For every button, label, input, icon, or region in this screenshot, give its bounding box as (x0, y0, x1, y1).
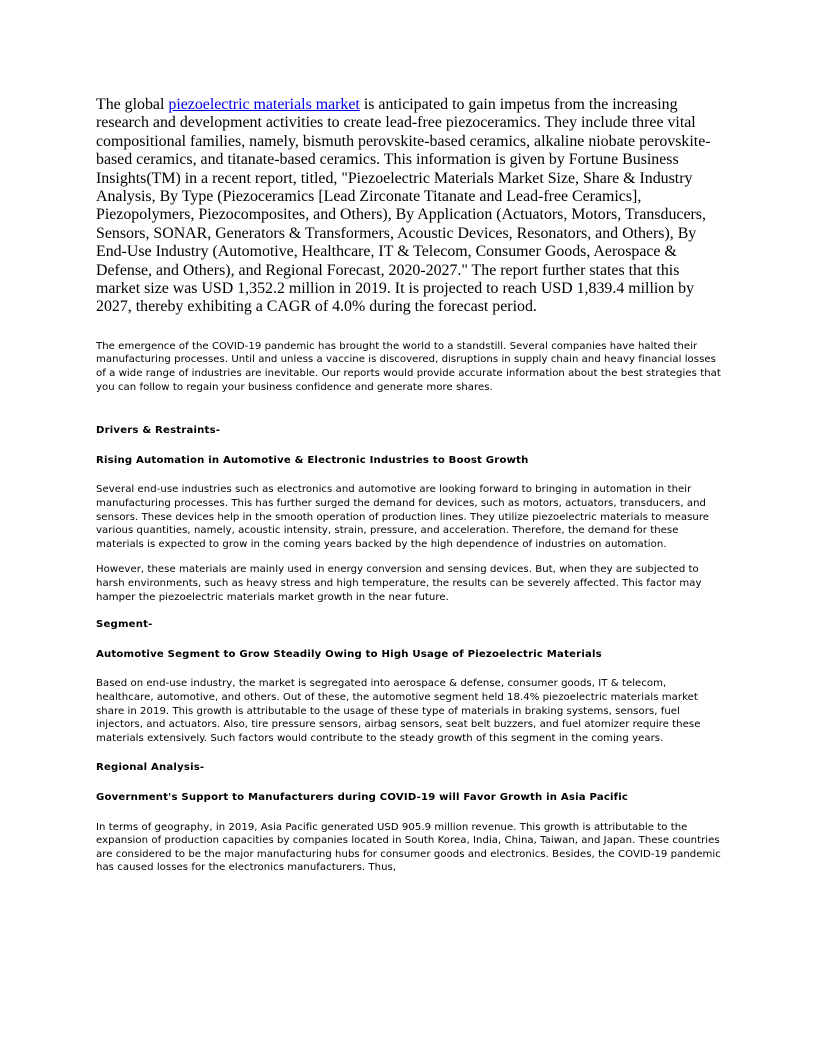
regional-heading: Regional Analysis- (96, 762, 205, 774)
covid-paragraph: The emergence of the COVID-19 pandemic has brought the world to a standstill. Several companies have halted their manufacturing processes. Until and unless a vaccine is discovered, disruptions in supply chain and heavy financial losses of a wide range of industries are inevitable. Our reports would provide accurate information about the best strategies that you can follow to regain your business confidence and generate more shares. (96, 340, 721, 393)
segment-subheading: Automotive Segment to Grow Steadily Owing to High Usage of Piezoelectric Materials (96, 648, 602, 660)
drivers-heading: Drivers & Restraints- (96, 425, 221, 437)
segment-paragraph: Based on end-use industry, the market is segregated into aerospace & defense, consumer goods, IT & telecom, healthcare, automotive, and others. Out of these, the automotive segment held 18.4% piezoelectric materials market share in 2019. This growth is attributable to the usage of these type of materials in braking systems, sensors, fuel injectors, and actuators. Also, tire pressure sensors, airbag sensors, seat belt buzzers, and fuel atomizer require these materials extensively. Such factors would contribute to the steady growth of this segment in the coming years. (96, 678, 701, 744)
intro-text-before-link: The global (96, 96, 169, 113)
market-report-link[interactable]: piezoelectric materials market (168, 96, 360, 113)
drivers-paragraph-1: Several end-use industries such as electronics and automotive are looking forward to bringing in automation in their manufacturing processes. This has further surged the demand for devices, such as motors, actuators, transducers, and sensors. These devices help in the smooth operation of production lines. They utilize piezoelectric materials to measure various quantities, namely, acoustic intensity, strain, pressure, and acceleration. Therefore, the demand for these materials is expected to grow in the coming years backed by the high dependence of industries on automation. (96, 484, 710, 550)
intro-paragraph (96, 96, 722, 317)
regional-subheading: Government's Support to Manufacturers during COVID-19 will Favor Growth in Asia Pacific (96, 791, 629, 803)
drivers-paragraph-2: However, these materials are mainly used in energy conversion and sensing devices. But, when they are subjected to harsh environments, such as heavy stress and high temperature, the results can be severely affected. This factor may hamper the piezoelectric materials market growth in the near future. (96, 564, 702, 603)
regional-paragraph: In terms of geography, in 2019, Asia Pacific generated USD 905.9 million revenue. This growth is attributable to the expansion of production capacities by companies located in South Korea, India, China, Taiwan, and Japan. These countries are considered to be the major manufacturing hubs for consumer goods and electronics. Besides, the COVID-19 pandemic has caused losses for the electronics manufacturers. Thus, (96, 821, 721, 874)
drivers-subheading: Rising Automation in Automotive & Electronic Industries to Boost Growth (96, 454, 529, 466)
document-page (96, 96, 722, 875)
intro-text-after-link: is anticipated to gain impetus from the increasing research and development activities to create lead-free piezoceramics. They include three vital compositional families, namely, bismuth perovskite-based ceramics, alkaline niobate perovskite-based ceramics, and titanate-based ceramics. This information is given by Fortune Business Insights(TM) in a recent report, titled, "Piezoelectric Materials Market Size, Share & Industry Analysis, By Type (Piezoceramics [Lead Zirconate Titanate and Lead-free Ceramics], Piezopolymers, Piezocomposites, and Others), By Application (Actuators, Motors, Transducers, Sensors, SONAR, Generators & Transformers, Acoustic Devices, Resonators, and Others), By End-Use Industry (Automotive, Healthcare, IT & Telecom, Consumer Goods, Aerospace & Defense, and Others), and Regional Forecast, 2020-2027." The report further states that this market size was USD 1,352.2 million in 2019. It is projected to reach USD 1,839.4 million by 2027, thereby exhibiting a CAGR of 4.0% during the forecast period. (96, 96, 711, 316)
segment-heading: Segment- (96, 619, 153, 631)
